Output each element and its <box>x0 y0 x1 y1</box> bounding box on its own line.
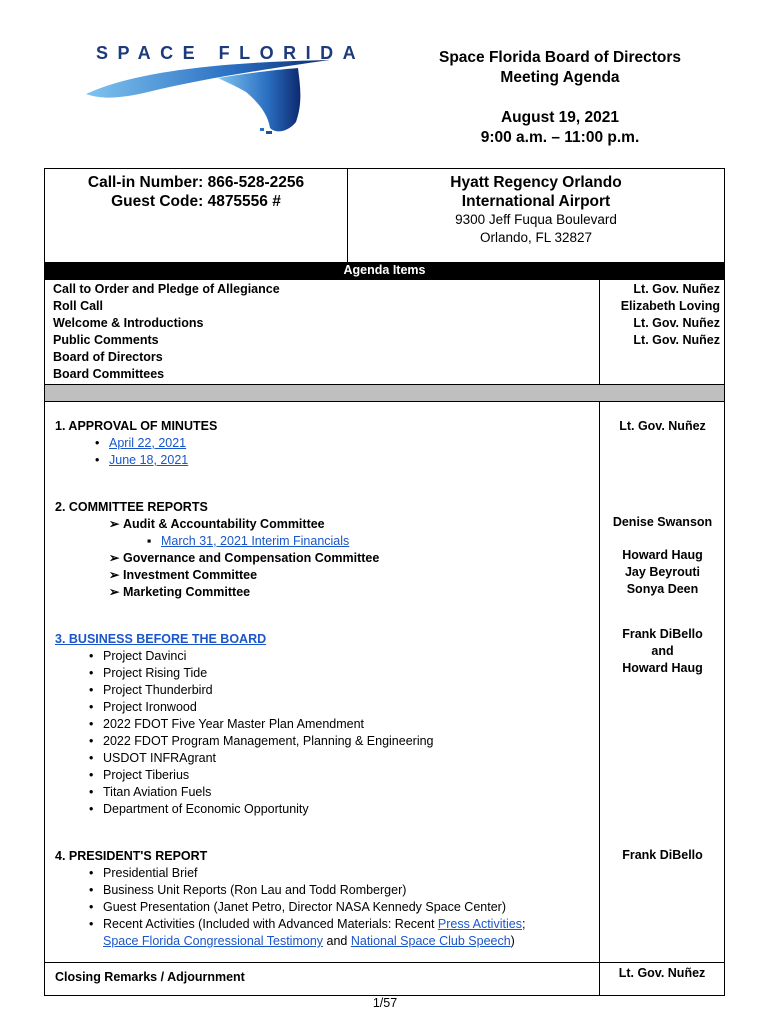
section-divider <box>45 385 725 402</box>
venue-name-1: Hyatt Regency Orlando <box>450 174 622 191</box>
congressional-testimony-link[interactable]: Space Florida Congressional Testimony <box>103 934 324 948</box>
venue-cell <box>348 169 725 267</box>
agenda-item: Roll Call <box>53 299 104 313</box>
report-item: Presidential Brief <box>103 866 198 880</box>
closing-presenter-cell <box>600 963 725 996</box>
presenter: and <box>651 644 674 658</box>
meeting-time: 9:00 a.m. – 11:00 p.m. <box>480 129 640 146</box>
space-club-speech-link[interactable]: National Space Club Speech <box>350 934 511 948</box>
presenter <box>604 366 720 383</box>
logo-wordmark: SPACE FLORIDA <box>96 43 366 63</box>
presenter: Frank DiBello <box>622 627 703 641</box>
list-item: • USDOT INFRAgrant <box>89 751 216 765</box>
business-item: Project Rising Tide <box>103 666 208 680</box>
committee-audit: Audit & Accountability Committee <box>123 517 325 531</box>
press-activities-link[interactable]: Press Activities <box>437 917 522 931</box>
presenter: Frank DiBello <box>622 848 703 862</box>
business-item: Project Tiberius <box>103 768 190 782</box>
business-item: 2022 FDOT Five Year Master Plan Amendment <box>103 717 365 731</box>
presenter: Elizabeth Loving <box>620 299 720 313</box>
committee-marketing: Marketing Committee <box>123 585 251 599</box>
section-approval-of-minutes: 1. APPROVAL OF MINUTES <box>55 419 218 433</box>
list-item: • Titan Aviation Fuels <box>89 785 212 799</box>
venue-address-2: Orlando, FL 32827 <box>479 230 593 245</box>
list-item: ▪ March 31, 2021 Interim Financials <box>147 534 350 548</box>
opening-presenters <box>600 280 725 385</box>
business-item: Project Davinci <box>103 649 187 663</box>
list-item: • Project Davinci <box>89 649 187 663</box>
recent-activities-text: Recent Activities (Included with Advanced Materials: Recent <box>103 917 438 931</box>
business-item: USDOT INFRAgrant <box>103 751 216 765</box>
list-item: • 2022 FDOT Five Year Master Plan Amendment <box>89 717 365 731</box>
agenda-heading: Agenda Items <box>45 263 725 280</box>
meeting-info-table <box>44 168 725 267</box>
list-item: ➢ Marketing Committee <box>109 585 251 599</box>
agenda-item: Board Committees <box>53 367 165 381</box>
section-presenters <box>600 402 725 963</box>
agenda-item: Call to Order and Pledge of Allegiance <box>53 282 280 296</box>
report-item: Guest Presentation (Janet Petro, Director NASA Kennedy Space Center) <box>103 900 506 914</box>
section-business-before-board[interactable]: 3. BUSINESS BEFORE THE BOARD <box>55 632 267 646</box>
list-item-continuation <box>55 933 589 950</box>
list-item: • Project Tiberius <box>89 768 190 782</box>
presenter: Jay Beyrouti <box>624 565 701 579</box>
page-number: 1/57 <box>372 996 398 1010</box>
list-item: • June 18, 2021 <box>95 453 189 467</box>
business-item: Project Thunderbird <box>103 683 213 697</box>
agenda-item: Welcome & Introductions <box>53 316 204 330</box>
list-item: • April 22, 2021 <box>95 436 187 450</box>
list-item: • Project Ironwood <box>89 700 197 714</box>
guest-code: Guest Code: 4875556 # <box>111 193 281 210</box>
list-item: • Project Rising Tide <box>89 666 208 680</box>
presenter: Sonya Deen <box>626 582 699 596</box>
section-committee-reports: 2. COMMITTEE REPORTS <box>55 500 208 514</box>
presenter: Lt. Gov. Nuñez <box>633 282 720 296</box>
interim-financials-link[interactable]: March 31, 2021 Interim Financials <box>161 534 350 548</box>
presenter <box>604 349 720 366</box>
recent-separator: ; <box>521 917 526 931</box>
agenda-item: Public Comments <box>53 333 159 347</box>
closing-remarks: Closing Remarks / Adjournment <box>55 970 245 984</box>
meeting-title: Space Florida Board of Directors <box>438 49 682 66</box>
business-item: Titan Aviation Fuels <box>103 785 212 799</box>
meeting-subtitle: Meeting Agenda <box>500 69 620 86</box>
committee-investment: Investment Committee <box>123 568 258 582</box>
recent-and: and <box>323 934 351 948</box>
opening-items <box>45 280 600 385</box>
recent-end: ) <box>510 934 515 948</box>
meeting-date: August 19, 2021 <box>500 109 620 126</box>
report-item: Business Unit Reports (Ron Lau and Todd Romberger) <box>103 883 407 897</box>
agenda-sections <box>45 402 600 963</box>
list-item: • 2022 FDOT Program Management, Planning & Engineering <box>89 734 434 748</box>
presenter: Lt. Gov. Nuñez <box>633 316 720 330</box>
list-item: • Guest Presentation (Janet Petro, Director NASA Kennedy Space Center) <box>89 900 506 914</box>
presenter: Lt. Gov. Nuñez <box>633 333 720 347</box>
business-items <box>55 648 589 818</box>
list-item: ➢ Investment Committee <box>109 568 258 582</box>
presenter: Howard Haug <box>622 661 703 675</box>
list-item: • Business Unit Reports (Ron Lau and Todd Romberger) <box>89 883 407 897</box>
minutes-link-april[interactable]: April 22, 2021 <box>109 436 187 450</box>
business-item: Department of Economic Opportunity <box>103 802 309 816</box>
business-item: 2022 FDOT Program Management, Planning & Engineering <box>103 734 434 748</box>
call-in-cell <box>45 169 348 267</box>
call-in-number: Call-in Number: 866-528-2256 <box>87 174 305 191</box>
space-florida-logo <box>78 40 366 140</box>
business-item: Project Ironwood <box>103 700 197 714</box>
closing-item-cell <box>45 963 600 996</box>
presenter: Howard Haug <box>622 548 703 562</box>
presenter: Lt. Gov. Nuñez <box>618 966 706 980</box>
presenter: Denise Swanson <box>612 515 713 529</box>
agenda-item: Board of Directors <box>53 350 163 364</box>
list-item: • Presidential Brief <box>89 866 198 880</box>
committee-governance: Governance and Compensation Committee <box>123 551 380 565</box>
list-item: • Project Thunderbird <box>89 683 213 697</box>
list-item: ➢ Governance and Compensation Committee <box>109 551 380 565</box>
minutes-link-june[interactable]: June 18, 2021 <box>109 453 189 467</box>
list-item: • Department of Economic Opportunity <box>89 802 309 816</box>
venue-address-1: 9300 Jeff Fuqua Boulevard <box>455 212 617 227</box>
agenda-table <box>44 262 725 996</box>
section-presidents-report: 4. PRESIDENT'S REPORT <box>55 849 208 863</box>
list-item: • Recent Activities (Included with Advanced Materials: Recent Press Activities; <box>89 917 526 931</box>
list-item: ➢ Audit & Accountability Committee <box>109 517 325 531</box>
venue-name-2: International Airport <box>461 193 611 210</box>
presenter: Lt. Gov. Nuñez <box>619 419 706 433</box>
